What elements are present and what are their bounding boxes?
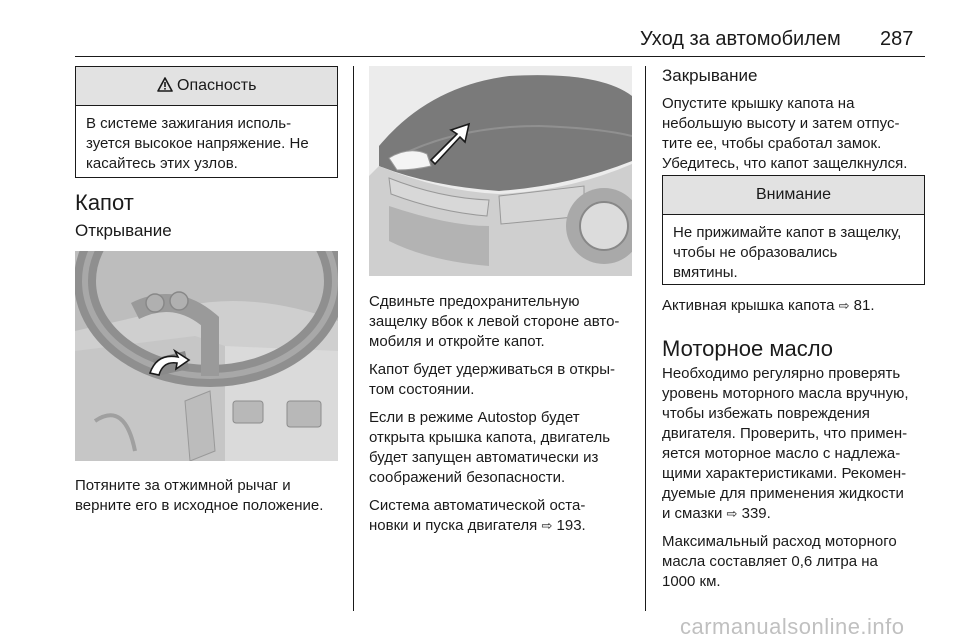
text-line: касайтесь этих узлов. [86, 155, 238, 172]
text-line: яется моторное масло с надлежа- [662, 445, 901, 462]
text-line: Сдвиньте предохранительную [369, 293, 580, 310]
text-span: новки и пуска двигателя [369, 517, 538, 534]
text-line: щими характеристиками. Рекомен- [662, 465, 907, 482]
text-line: двигателя. Проверить, что примен- [662, 425, 908, 442]
text-line: Необходимо регулярно проверять [662, 365, 901, 382]
notice-box-header: Внимание [663, 176, 924, 215]
text-line: Опустите крышку капота на [662, 95, 855, 112]
closing-text [662, 94, 932, 174]
text-line: Не прижимайте капот в защелку, [673, 224, 902, 241]
text-line: мобиля и откройте капот. [369, 333, 545, 350]
text-line: тите ее, чтобы сработал замок. [662, 135, 882, 152]
page-reference-icon[interactable]: ⇨ [726, 506, 738, 521]
figure-hood-latch [369, 66, 632, 276]
page-reference-link[interactable]: 81. [853, 297, 875, 314]
subsection-closing: Закрывание [662, 66, 758, 85]
column2-text [369, 292, 644, 536]
text-line: зуется высокое напряжение. Не [86, 135, 309, 152]
subsection-opening: Открывание [75, 221, 172, 240]
text-line: чтобы избежать повреждения [662, 405, 870, 422]
text-line: защелку вбок к левой стороне авто- [369, 313, 620, 330]
text-line: 1000 км. [662, 573, 721, 590]
text-line: открыта крышка капота, двигатель [369, 429, 611, 446]
text-line: вмятины. [673, 264, 738, 281]
running-header-title: Уход за автомобилем [640, 28, 841, 50]
text-span: Активная крышка капота [662, 297, 835, 314]
text-line: том состоянии. [369, 381, 475, 398]
text-line: будет запущен автоматически из [369, 449, 599, 466]
text-line [662, 296, 932, 316]
text-line: Максимальный расход моторного [662, 533, 897, 550]
section-title-hood: Капот [75, 190, 134, 215]
page-reference-icon[interactable]: ⇨ [541, 518, 553, 533]
danger-box-text [76, 106, 337, 182]
text-line: уровень моторного масла вручную, [662, 385, 909, 402]
danger-box [75, 66, 338, 178]
warning-triangle-icon [157, 77, 177, 94]
text-span: и смазки [662, 505, 723, 522]
text-line: дуемые для применения жидкости [662, 485, 904, 502]
page-number: 287 [880, 28, 914, 50]
caption-pull-lever [75, 476, 345, 516]
active-hood-reference [662, 296, 932, 316]
text-line: Капот будет удерживаться в откры- [369, 361, 615, 378]
figure-hood-release-lever [75, 251, 338, 461]
text-line [662, 504, 937, 524]
notice-box-text [663, 215, 924, 291]
danger-box-header [76, 67, 337, 106]
notice-box [662, 175, 925, 285]
text-line: небольшую высоту и затем отпус- [662, 115, 900, 132]
watermark: carmanualsonline.info [680, 614, 905, 639]
page-reference-link[interactable]: 339. [741, 505, 771, 522]
text-line: Потяните за отжимной рычаг и [75, 477, 291, 494]
text-line: масла составляет 0,6 литра на [662, 553, 878, 570]
text-line: соображений безопасности. [369, 469, 566, 486]
page-reference-icon[interactable]: ⇨ [838, 298, 850, 313]
section-title-engine-oil: Моторное масло [662, 336, 834, 361]
danger-box-title: Опасность [177, 77, 257, 94]
text-line: Если в режиме Autostop будет [369, 409, 580, 426]
column-divider-2 [645, 66, 646, 611]
text-line: В системе зажигания исполь- [86, 115, 292, 132]
column-divider-1 [353, 66, 354, 611]
text-line: Система автоматической оста- [369, 497, 586, 514]
text-line: верните его в исходное положение. [75, 497, 324, 514]
text-line: чтобы не образовались [673, 244, 838, 261]
page-reference-link[interactable]: 193. [556, 517, 586, 534]
text-line [369, 516, 644, 536]
header-rule [75, 56, 925, 57]
text-line: Убедитесь, что капот защелкнулся. [662, 155, 908, 172]
engine-oil-text [662, 364, 937, 592]
